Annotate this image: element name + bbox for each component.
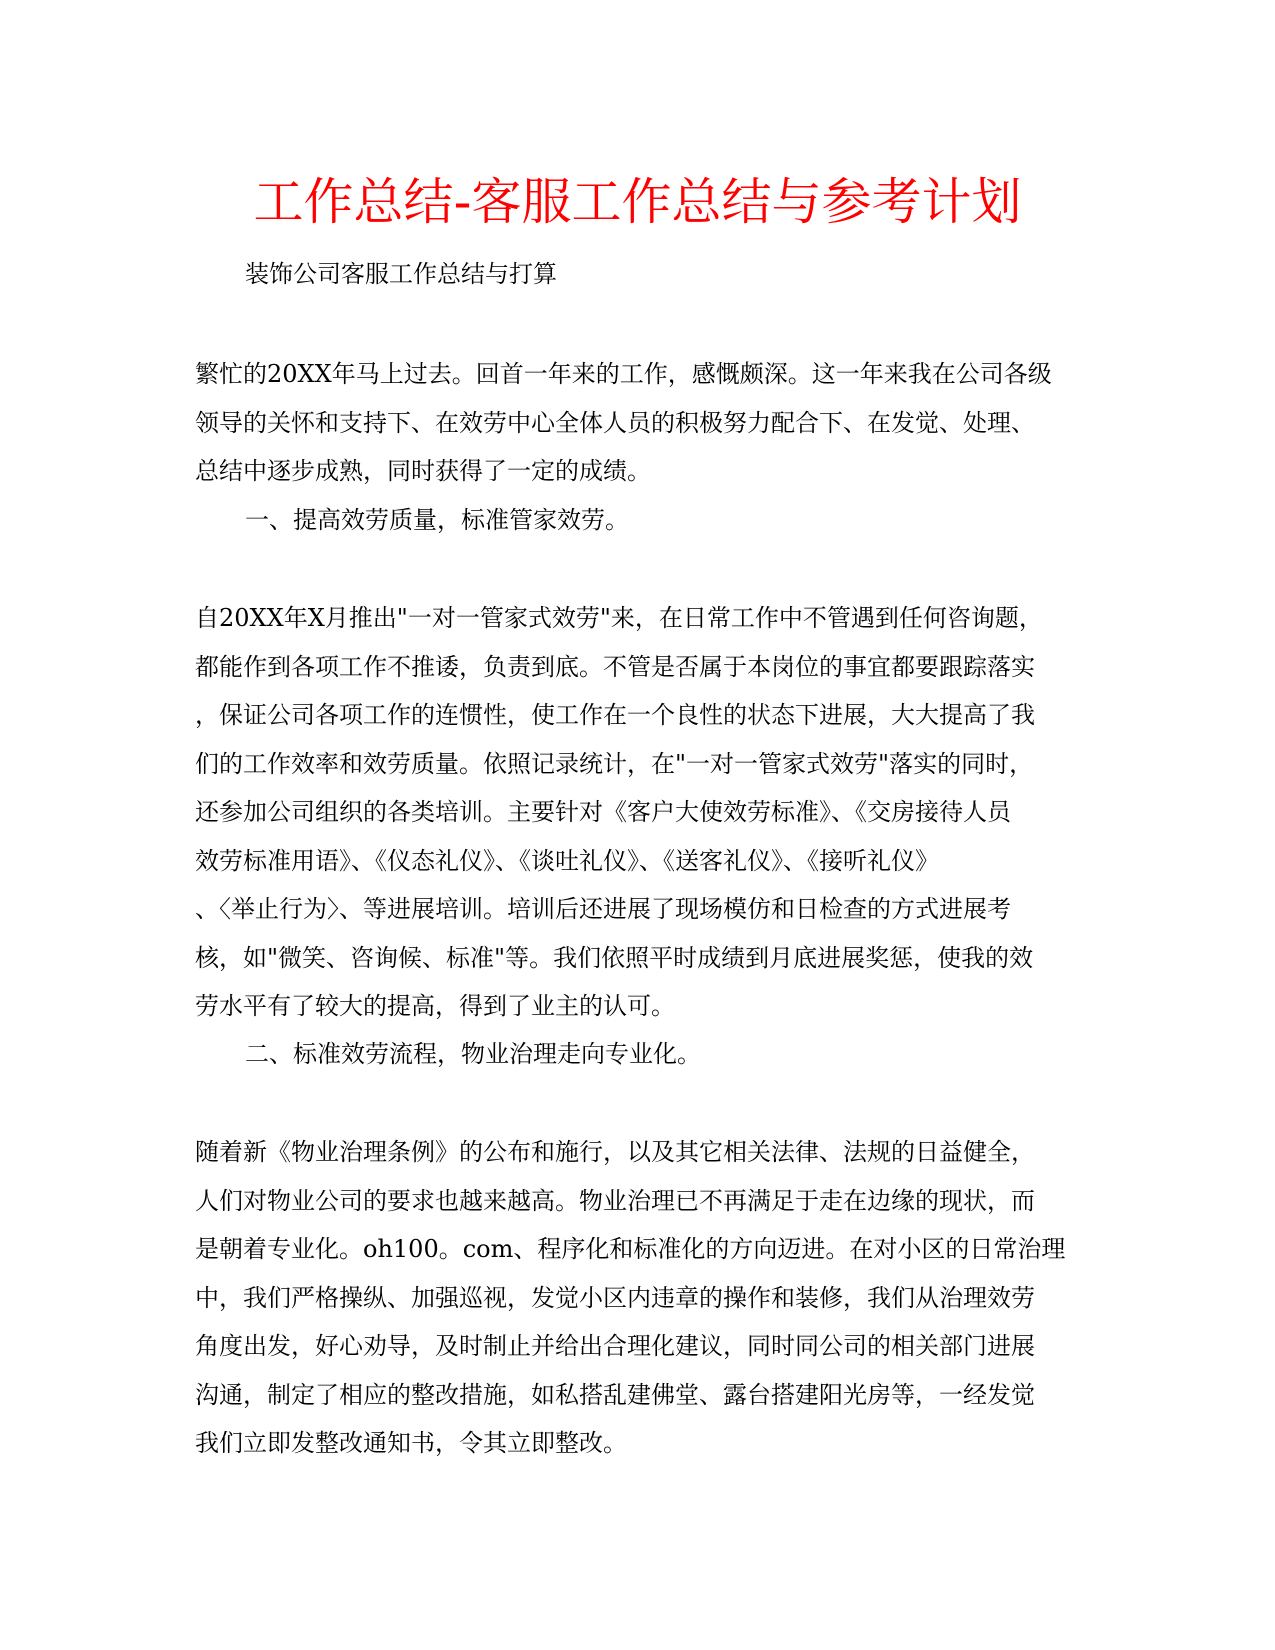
paragraph-line: 繁忙的20XX年马上过去。回首一年来的工作，感慨颇深。这一年来我在公司各级 — [195, 360, 1052, 388]
paragraph-line: 人们对物业公司的要求也越来越高。物业治理已不再满足于走在边缘的现状，而 — [195, 1186, 1035, 1215]
paragraph-line: 都能作到各项工作不推诿，负责到底。不管是否属于本岗位的事宜都要跟踪落实 — [195, 652, 1035, 681]
paragraph-line: 核，如"微笑、咨询候、标准"等。我们依照平时成绩到月底进展奖惩，使我的效 — [195, 943, 1034, 972]
paragraph-section-1 — [195, 594, 1075, 1031]
paragraph-line: 们的工作效率和效劳质量。依照记录统计，在"一对一管家式效劳"落实的同时， — [195, 749, 1034, 778]
paragraph-line: ，保证公司各项工作的连惯性，使工作在一个良性的状态下进展，大大提高了我 — [195, 701, 1035, 729]
paragraph-line: 随着新《物业治理条例》的公布和施行，以及其它相关法律、法规的日益健全， — [195, 1138, 1035, 1166]
paragraph-line: 总结中逐步成熟，同时获得了一定的成绩。 — [195, 457, 651, 485]
section-heading-2: 二、标准效劳流程，物业治理走向专业化。 — [245, 1040, 701, 1068]
document-title: 工作总结-客服工作总结与参考计划 — [253, 173, 1022, 231]
paragraph-line: 、〈举止行为〉、等进展培训。培训后还进展了现场模仿和日检查的方式进展考 — [195, 895, 1011, 923]
paragraph-line: 角度出发，好心劝导，及时制止并给出合理化建议，同时同公司的相关部门进展 — [195, 1332, 1035, 1360]
document-subtitle: 装饰公司客服工作总结与打算 — [245, 260, 557, 288]
paragraph-section-2 — [195, 1128, 1075, 1468]
paragraph-line: 还参加公司组织的各类培训。主要针对《客户大使效劳标准》、《交房接待人员 — [195, 798, 1011, 826]
section-heading-1: 一、提高效劳质量，标准管家效劳。 — [245, 506, 629, 534]
paragraph-line: 领导的关怀和支持下、在效劳中心全体人员的积极努力配合下、在发觉、处理、 — [195, 408, 1035, 437]
paragraph-line: 效劳标准用语》、《仪态礼仪》、《谈吐礼仪》、《送客礼仪》、《接听礼仪》 — [195, 846, 939, 875]
paragraph-line: 我们立即发整改通知书，令其立即整改。 — [195, 1429, 627, 1457]
paragraph-line: 自20XX年X月推出"一对一管家式效劳"来，在日常工作中不管遇到任何咨询题， — [195, 604, 1043, 632]
paragraph-line: 劳水平有了较大的提高，得到了业主的认可。 — [195, 992, 675, 1020]
paragraph-intro — [195, 350, 1075, 496]
paragraph-line: 是朝着专业化。oh100。com、程序化和标准化的方向迈进。在对小区的日常治理 — [195, 1235, 1066, 1263]
paragraph-line: 沟通，制定了相应的整改措施，如私搭乱建佛堂、露台搭建阳光房等，一经发觉 — [195, 1380, 1035, 1409]
paragraph-line: 中，我们严格操纵、加强巡视，发觉小区内违章的操作和装修，我们从治理效劳 — [195, 1283, 1035, 1312]
